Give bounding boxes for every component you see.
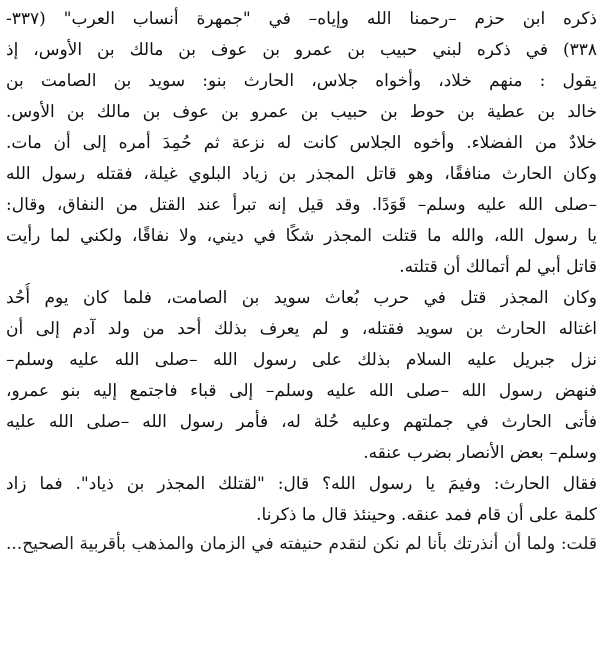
text-line: فأتى الحارث في جملتهم وعليه حُلة له، فأمر رسول الله –صلى الله عليه [6,412,597,432]
text-line: فنهض رسول الله –صلى الله عليه وسلم– إلى قباء فاجتمع إليه بنو عمرو، [6,381,597,401]
text-line: قاتل أبي لم أتمالك أن قتلته. [399,257,597,277]
text-line: ٣٣٨) في ذكره لبني حبيب بن عمرو بن عوف بن مالك بن الأوس، إذ [6,40,597,60]
text-line: يقول : منهم خلاد، وأخواه جلاس، الحارث بنو: سويد بن الصامت بن [6,71,597,91]
text-line: وسلم– بعض الأنصار بضرب عنقه. [363,443,597,463]
text-line: خلادٌ من الفضلاء. وأخوه الجلاس كانت له نزعة ثم حُمِدَ أمره إلى أن مات. [6,133,597,153]
text-line: فقال الحارث: وفيمَ يا رسول الله؟ قال: "لقتلك المجذر بن ذياد". فما زاد [6,474,597,494]
text-line: –صلى الله عليه وسلم– قَوَدًا. وقد قيل إنه تبرأ عند القتل من النفاق، وقال: [6,195,597,215]
text-line: اغتاله الحارث بن سويد فقتله، و لم يعرف بذلك أحد من ولد آدم إلى أن [6,319,597,339]
text-line: كلمة على أن قام فمد عنقه. وحينئذ قال ما ذكرنا. [256,505,597,525]
text-line: يا رسول الله، والله ما قتلت المجذر شكًا في ديني، ولا نفاقًا، ولكني لما رأيت [6,226,597,246]
text-line: نزل جبريل عليه السلام بذلك على رسول الله –صلى الله عليه وسلم– [6,350,597,370]
text-line: ذكره ابن حزم –رحمنا الله وإياه– في "جمهرة أنساب العرب" (٣٣٧- [6,9,597,29]
text-line-cut-off: قلت: ولما أن أنذرتك بأنا لم نكن لنقدم حنيفته في الزمان والمذهب بأقربية الصحيح... [6,534,597,554]
text-line: وكان المجذر قتل في حرب بُعاث سويد بن الصامت، فلما كان يوم أُحُد [6,288,597,308]
text-line: وكان الحارث منافقًا، وهو قاتل المجذر بن زياد البلوي غيلة، فقتله رسول الله [6,164,597,184]
text-line: خالد بن عطية بن حوط بن حبيب بن عمرو بن عوف بن مالك بن الأوس. [6,102,597,122]
